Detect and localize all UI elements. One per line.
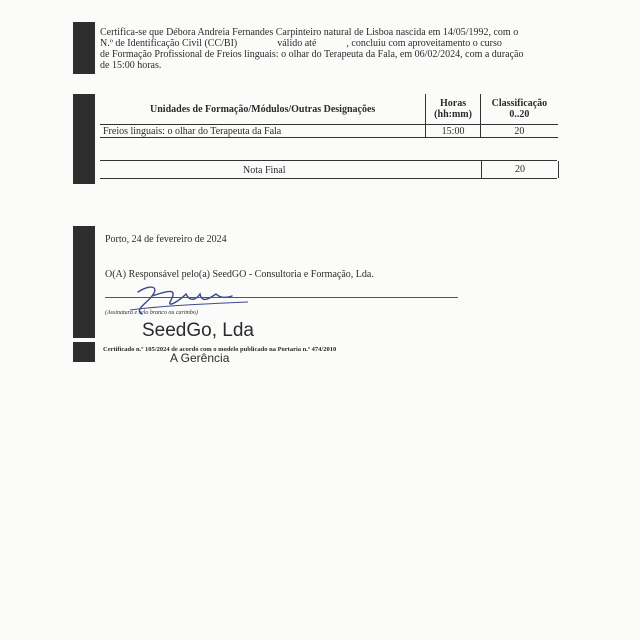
certificate-line: Certifica-se que Débora Andreia Fernandes Carpinteiro natural de Lisboa nascida em 14/05/1992, com o [100, 27, 519, 38]
table-row [100, 125, 558, 138]
header-hours-unit: (hh:mm) [434, 109, 472, 120]
responsible-line: O(A) Responsável pelo(a) SeedGO - Consultoria e Formação, Lda. [105, 269, 374, 280]
header-hours-label: Horas [440, 98, 467, 109]
header-class-range: 0..20 [509, 109, 530, 120]
header-class-label: Classificação [491, 98, 548, 109]
table-header-row [100, 94, 558, 125]
margin-bar-1 [73, 22, 95, 74]
certificate-line: N.º de Identificação Civil (CC/BI) válido até , concluiu com aproveitamento o curso [100, 38, 502, 49]
header-classification [480, 94, 558, 125]
certificate-line: de 15:00 horas. [100, 60, 162, 71]
certificate-line: de Formação Profissional de Freios linguais: o olhar do Terapeuta da Fala, em 06/02/2024, com a duração [100, 49, 524, 60]
margin-bar-3 [73, 226, 95, 338]
certificate-footer: Certificado n.º 105/2024 de acordo com o modelo publicado na Portaria n.º 474/2010 [103, 346, 337, 353]
certificate-paragraph [100, 27, 562, 71]
margin-bar-2 [73, 94, 95, 184]
row-classification: 20 [480, 125, 558, 138]
final-grade-label: Nota Final [243, 165, 286, 176]
place-date: Porto, 24 de fevereiro de 2024 [105, 234, 227, 245]
units-table [100, 94, 558, 138]
header-units: Unidades de Formação/Módulos/Outras Designações [100, 94, 426, 125]
stamp-company: SeedGo, Lda [142, 320, 254, 341]
row-hours: 15:00 [426, 125, 480, 138]
row-unit-name: Freios linguais: o olhar do Terapeuta da Fala [100, 125, 426, 138]
signature-line [105, 297, 458, 298]
stamp-role: A Gerência [170, 351, 230, 365]
header-hours [426, 94, 480, 125]
signature-caption: (Assinatura e selo branco ou carimbo) [105, 310, 198, 316]
final-grade-row [100, 160, 557, 179]
final-grade-value: 20 [481, 161, 559, 178]
margin-bar-4 [73, 342, 95, 362]
